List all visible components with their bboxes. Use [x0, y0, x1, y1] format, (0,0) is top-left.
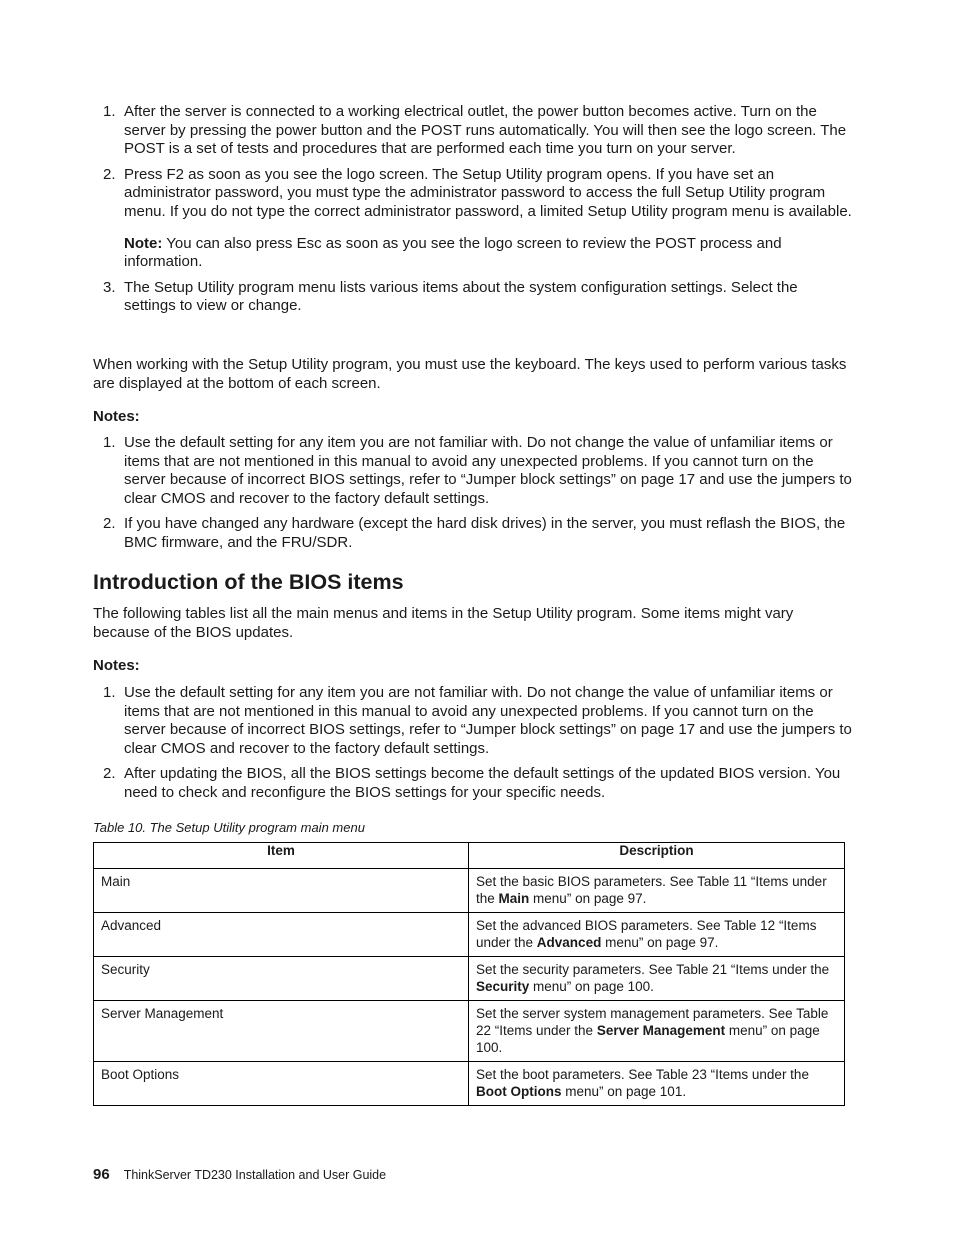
- list-number: 1.: [103, 434, 116, 451]
- list-item-text: The Setup Utility program menu lists various items about the system configuration settings. Select the settings to view or change.: [124, 278, 798, 315]
- description-cell: [469, 913, 845, 957]
- description-text: Set the boot parameters. See Table 23 “Items under the: [476, 1067, 809, 1082]
- note-paragraph: [124, 235, 853, 272]
- main-menu-table: [93, 842, 845, 1106]
- list-item: [93, 166, 853, 272]
- keyboard-paragraph: When working with the Setup Utility program, you must use the keyboard. The keys used to perform various tasks are displayed at the bottom of each screen.: [93, 356, 847, 392]
- description-text: menu” on page 100.: [529, 979, 654, 994]
- description-cell: [469, 957, 845, 1001]
- setup-steps-list: [93, 103, 853, 323]
- item-cell: Boot Options: [94, 1062, 469, 1106]
- description-text: menu” on page 100.: [476, 1023, 820, 1055]
- list-item: [93, 103, 853, 159]
- list-item-text: If you have changed any hardware (except the hard disk drives) in the server, you must reflash the BIOS, the BMC firmware, and the FRU/SDR.: [124, 515, 846, 551]
- description-cell: [469, 1062, 845, 1106]
- list-item-text: After updating the BIOS, all the BIOS settings become the default settings of the updated BIOS version. You need to check and reconfigure the BIOS settings for your specific needs.: [124, 765, 841, 801]
- description-text: Set the basic BIOS parameters. See Table 11 “Items under the: [476, 874, 827, 906]
- section-intro: The following tables list all the main menus and items in the Setup Utility program. Some items might vary because of the BIOS updates.: [93, 605, 794, 641]
- description-cell: [469, 1001, 845, 1062]
- description-text: menu” on page 101.: [561, 1084, 687, 1099]
- list-item-text: Use the default setting for any item you are not familiar with. Do not change the value of unfamiliar items or items that are not mentioned in this manual to avoid any unexpected problems. If you cannot turn on the server because of incorrect BIOS settings, refer to “Jumper block settings” on page 17 and use the jumpers to clear CMOS and recover to the factory default settings.: [124, 684, 852, 757]
- notes-heading: Notes:: [93, 408, 140, 425]
- list-number: 1.: [103, 103, 116, 120]
- notes-heading: Notes:: [93, 657, 140, 674]
- column-header-item: Item: [94, 843, 469, 869]
- description-text: Set the advanced BIOS parameters. See Table 12 “Items under the: [476, 918, 817, 950]
- list-number: 3.: [103, 278, 116, 296]
- list-number: 2.: [103, 515, 116, 533]
- menu-name: Server Management: [596, 1023, 726, 1038]
- section-title: Introduction of the BIOS items: [93, 570, 404, 594]
- table-caption: Table 10. The Setup Utility program main menu: [93, 820, 365, 835]
- list-number: 2.: [103, 765, 116, 783]
- description-text: Set the security parameters. See Table 21 “Items under the: [476, 962, 830, 977]
- page-number: 96: [93, 1166, 110, 1183]
- list-item: [93, 765, 853, 802]
- table-row: [94, 1062, 845, 1106]
- list-item-text: After the server is connected to a working electrical outlet, the power button becomes active. Turn on the server by pressing the power button and the POST runs automatically. You will then see the logo screen. The POST is a set of tests and procedures that are performed each time you turn on your server.: [124, 103, 847, 158]
- item-cell: Main: [94, 869, 469, 913]
- menu-name: Boot Options: [476, 1084, 562, 1099]
- list-item: [93, 684, 853, 758]
- menu-name: Security: [476, 979, 530, 994]
- item-cell: Security: [94, 957, 469, 1001]
- description-text: menu” on page 97.: [601, 935, 719, 950]
- list-item: [93, 515, 853, 552]
- list-item-text: Use the default setting for any item you are not familiar with. Do not change the value of unfamiliar items or items that are not mentioned in this manual to avoid any unexpected problems. If you cannot turn on the server because of incorrect BIOS settings, refer to “Jumper block settings” on page 17 and use the jumpers to clear CMOS and recover to the factory default settings.: [124, 434, 852, 507]
- table-row: [94, 957, 845, 1001]
- table-row: [94, 913, 845, 957]
- item-cell: Server Management: [94, 1001, 469, 1062]
- description-cell: [469, 869, 845, 913]
- page-footer: [93, 1166, 386, 1184]
- notes-list: [93, 684, 853, 810]
- note-label: Note:: [124, 234, 163, 252]
- menu-name: Advanced: [536, 935, 602, 950]
- table-header-row: [94, 843, 845, 869]
- menu-name: Main: [498, 891, 530, 906]
- list-item: [93, 279, 853, 316]
- table-row: [94, 1001, 845, 1062]
- description-text: Set the server system management parameters. See Table 22 “Items under the: [476, 1006, 829, 1038]
- footer-title: ThinkServer TD230 Installation and User Guide: [123, 1168, 387, 1182]
- item-cell: Advanced: [94, 913, 469, 957]
- list-number: 2.: [103, 165, 116, 183]
- table-row: [94, 869, 845, 913]
- list-item: [93, 434, 853, 508]
- list-number: 1.: [103, 684, 116, 701]
- list-item-text: Press F2 as soon as you see the logo screen. The Setup Utility program opens. If you have set an administrator password, you must type the administrator password to access the full Setup Utility program menu. If you do not type the correct administrator password, a limited Setup Utility program menu is available.: [124, 165, 852, 220]
- note-text: You can also press Esc as soon as you see the logo screen to review the POST process and information.: [124, 234, 782, 271]
- notes-list: [93, 434, 853, 560]
- description-text: menu” on page 97.: [529, 891, 647, 906]
- column-header-description: Description: [469, 843, 845, 869]
